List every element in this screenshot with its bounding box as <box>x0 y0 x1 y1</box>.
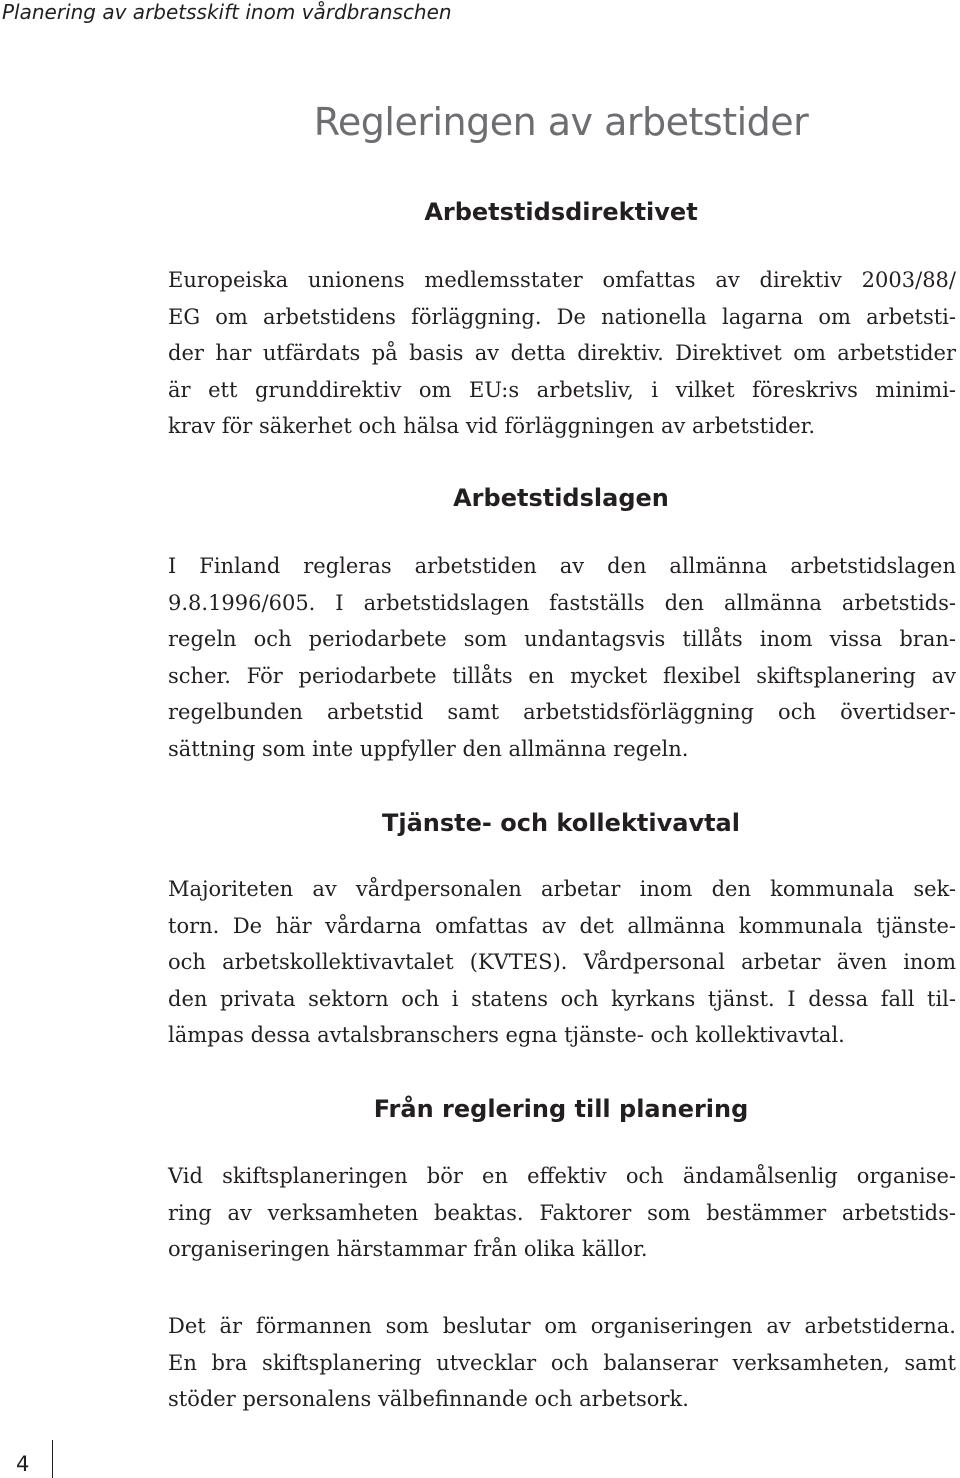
section-heading-tjanste-och-kollektivavtal: Tjänste- och kollektivavtal <box>382 809 740 837</box>
text-line: regelbunden arbetstid samt arbetstidsförläggning och övertidser- <box>168 700 956 724</box>
text-line: den privata sektorn och i statens och kyrkans tjänst. I dessa fall til- <box>168 986 956 1011</box>
section-heading-arbetstidsdirektivet: Arbetstidsdirektivet <box>424 198 698 226</box>
text-line: regeln och periodarbete som undantagsvis tillåts inom vissa bran- <box>168 627 956 651</box>
section-heading-arbetstidslagen: Arbetstidslagen <box>453 484 669 512</box>
paragraph-arbetstidslagen <box>168 548 956 767</box>
page-number-divider <box>52 1440 53 1478</box>
text-line: 9.8.1996/605. I arbetstidslagen fastställs den allmänna arbetstids- <box>168 590 956 615</box>
text-line: är ett grunddirektiv om EU:s arbetsliv, i vilket föreskrivs minimi- <box>168 377 956 402</box>
text-line: Majoriteten av vårdpersonalen arbetar inom den kommunala sek- <box>168 877 956 901</box>
text-line: ring av verksamheten beaktas. Faktorer som bestämmer arbetstids- <box>168 1200 956 1225</box>
text-line: krav för säkerhet och hälsa vid förläggningen av arbetstider. <box>168 414 816 438</box>
paragraph-arbetstidsdirektivet <box>168 262 956 445</box>
section-heading-fran-reglering-till-planering: Från reglering till planering <box>373 1095 749 1123</box>
text-line: Vid skiftsplaneringen bör en effektiv och ändamålsenlig organise- <box>168 1164 956 1188</box>
text-line: lämpas dessa avtalsbranschers egna tjänste- och kollektivavtal. <box>168 1023 845 1047</box>
text-line: I Finland regleras arbetstiden av den allmänna arbetstidslagen <box>168 554 956 578</box>
text-line: EG om arbetstidens förläggning. De nationella lagarna om arbetsti- <box>168 304 956 329</box>
text-line: scher. För periodarbete tillåts en mycket flexibel skiftsplanering av <box>168 663 956 688</box>
text-line: organiseringen härstammar från olika källor. <box>168 1237 648 1261</box>
paragraph-fran-reglering-1 <box>168 1158 956 1268</box>
text-line: sättning som inte uppfyller den allmänna regeln. <box>168 736 689 761</box>
text-line: och arbetskollektivavtalet (KVTES). Vårdpersonal arbetar även inom <box>168 950 956 974</box>
text-line: stöder personalens välbefinnande och arbetsork. <box>168 1387 689 1411</box>
text-line: torn. De här vårdarna omfattas av det allmänna kommunala tjänste- <box>168 913 956 938</box>
paragraph-tjanste-och-kollektivavtal <box>168 871 956 1054</box>
page-title: Regleringen av arbetstider <box>313 100 809 144</box>
page-number: 4 <box>16 1452 30 1476</box>
text-line: der har utfärdats på basis av detta direktiv. Direktivet om arbetstider <box>168 341 956 365</box>
text-line: Det är förmannen som beslutar om organiseringen av arbetstiderna. <box>168 1314 956 1338</box>
paragraph-fran-reglering-2 <box>168 1308 956 1418</box>
running-header: Planering av arbetsskift inom vårdbranschen <box>2 0 452 24</box>
text-line: En bra skiftsplanering utvecklar och balanserar verksamheten, samt <box>168 1350 956 1375</box>
text-line: Europeiska unionens medlemsstater omfattas av direktiv 2003/88/ <box>168 268 956 292</box>
